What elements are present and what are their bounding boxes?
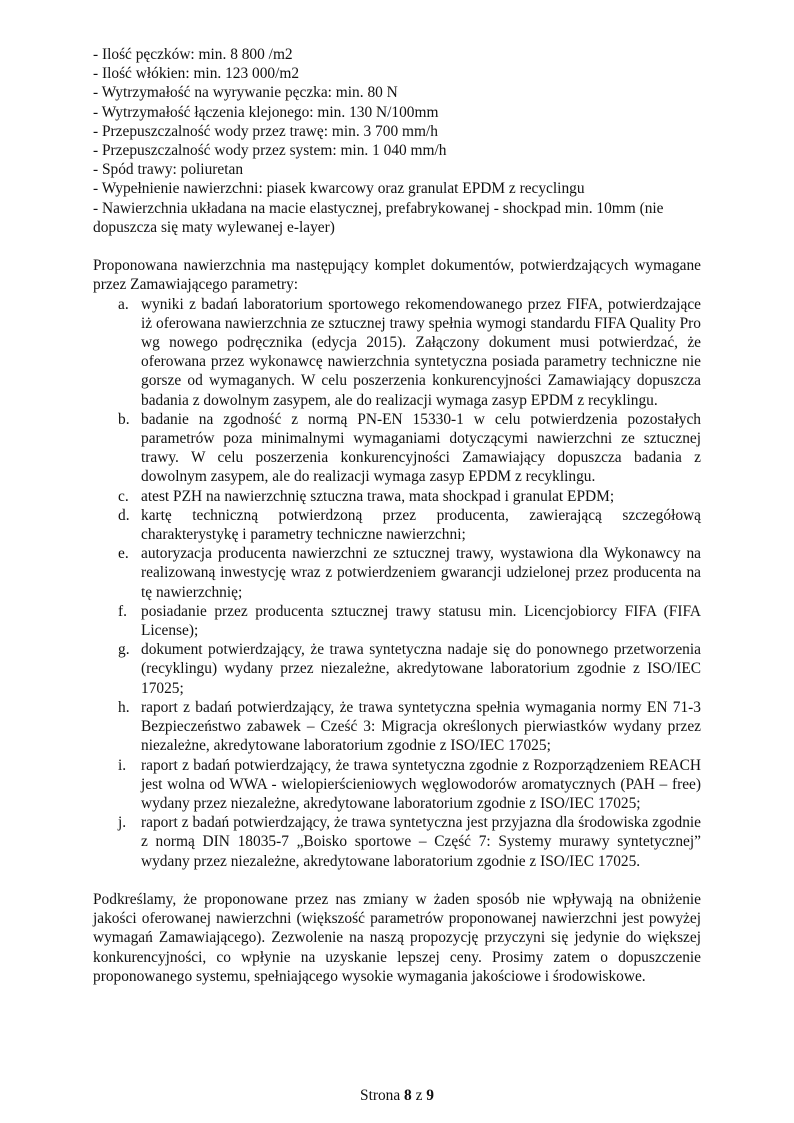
document-item-text: autoryzacja producenta nawierzchni ze sztucznej trawy, wystawiona dla Wykonawcy na realizowaną inwestycję wraz z potwierdzeniem gwarancji udzielonej przez producenta na tę nawierzchnię; bbox=[141, 545, 701, 601]
list-marker: d. bbox=[118, 506, 130, 524]
spec-item: - Ilość pęczków: min. 8 800 /m2 bbox=[93, 46, 293, 63]
document-item-text: wyniki z badań laboratorium sportowego rekomendowanego przez FIFA, potwierdzające iż oferowana nawierzchnia ze sztucznej trawy spełnia wymogi standardu FIFA Quality Pro wg nowego podręcznika (edycja 2015). Załączony dokument musi potwierdzać, że oferowana przez wykonawcę nawierzchnia syntetyczna posiada parametry techniczne nie gorsze od wymaganych. W celu poszerzenia konkurencyjności Zamawiający dopuszcza badania z dowolnym zasypem, ale do realizacji wymaga zasyp EPDM z recyklingu. bbox=[141, 295, 701, 409]
list-marker: e. bbox=[118, 545, 129, 563]
spacer bbox=[93, 237, 701, 256]
document-item bbox=[93, 640, 701, 698]
document-item bbox=[93, 295, 701, 410]
document-item-text: badanie na zgodność z normą PN-EN 15330-1 w celu potwierdzenia pozostałych parametrów poza minimalnymi wymaganiami dotyczącymi nawierzchni ze sztucznej trawy. W celu poszerzenia konkurencyjności Zamawiający dopuszcza badania z dowolnym zasypem, ale do realizacji wymaga zasyp EPDM z recyklingu. bbox=[141, 410, 701, 486]
list-marker: a. bbox=[118, 295, 129, 313]
page-footer bbox=[0, 1086, 794, 1105]
spec-item: - Przepuszczalność wody przez trawę: min. 3 700 mm/h bbox=[93, 122, 438, 140]
document-item-text: atest PZH na nawierzchnię sztuczna trawa, mata shockpad i granulat EPDM; bbox=[141, 487, 615, 505]
spec-item: - Wytrzymałość łączenia klejonego: min. 130 N/100mm bbox=[93, 103, 439, 121]
page-separator: z bbox=[411, 1087, 427, 1104]
spacer bbox=[93, 871, 701, 890]
closing-paragraph: Podkreślamy, że proponowane przez nas zmiany w żaden sposób nie wpływają na obniżenie jakości oferowanej nawierzchni (większość parametrów proponowanej nawierzchni jest powyżej wymagań Zamawiającego). Zezwolenie na naszą propozycję przyczyni się jedynie do większej konkurencyjności, co wpłynie na uzyskanie lepszej ceny. Prosimy zatem o dopuszczenie proponowanego systemu, spełniającego wysokie wymagania jakościowe i środowiskowe. bbox=[93, 890, 701, 985]
list-marker: b. bbox=[118, 410, 130, 428]
document-item-text: kartę techniczną potwierdzoną przez producenta, zawierającą szczegółową charakterystykę i parametry techniczne nawierzchni; bbox=[141, 506, 701, 544]
page-label: Strona bbox=[360, 1087, 405, 1104]
spec-item: - Wytrzymałość na wyrywanie pęczka: min. 80 N bbox=[93, 84, 398, 102]
document-item bbox=[93, 506, 701, 544]
list-marker: g. bbox=[118, 641, 130, 659]
document-item bbox=[93, 698, 701, 756]
document-page bbox=[93, 45, 701, 986]
current-page-number: 8 bbox=[404, 1087, 412, 1104]
document-item-text: posiadanie przez producenta sztucznej trawy statusu min. Licencjobiorcy FIFA (FIFA License); bbox=[141, 602, 701, 640]
documents-list bbox=[93, 295, 701, 871]
document-item bbox=[93, 410, 701, 487]
spec-item: - Przepuszczalność wody przez system: min. 1 040 mm/h bbox=[93, 142, 447, 160]
spec-item: - Wypełnienie nawierzchni: piasek kwarcowy oraz granulat EPDM z recyclingu bbox=[93, 180, 585, 198]
document-item bbox=[93, 813, 701, 871]
list-marker: i. bbox=[118, 756, 127, 774]
specification-list bbox=[93, 45, 701, 237]
documents-intro: Proponowana nawierzchnia ma następujący komplet dokumentów, potwierdzających wymagane przez Zamawiającego parametry: bbox=[93, 257, 701, 294]
document-item-text: raport z badań potwierdzający, że trawa syntetyczna spełnia wymagania normy EN 71-3 Bezpieczeństwo zabawek – Cześć 3: Migracja określonych pierwiastków wydany przez niezależne, akredytowane laboratorium zgodnie z ISO/IEC 17025; bbox=[141, 698, 701, 755]
document-item bbox=[93, 602, 701, 640]
document-item-text: dokument potwierdzający, że trawa syntetyczna nadaje się do ponownego przetworzenia (recyklingu) wydany przez niezależne, akredytowane laboratorium zgodnie z ISO/IEC 17025; bbox=[141, 641, 701, 697]
spec-item: - Spód trawy: poliuretan bbox=[93, 161, 244, 179]
document-item bbox=[93, 487, 701, 506]
document-item-text: raport z badań potwierdzający, że trawa syntetyczna jest przyjazna dla środowiska zgodnie z normą DIN 18035-7 „Boisko sportowe – Część 7: Systemy murawy syntetycznej” wydany przez niezależne, akredytowane laboratorium zgodnie z ISO/IEC 17025. bbox=[141, 814, 701, 870]
list-marker: h. bbox=[118, 698, 130, 716]
total-pages-number: 9 bbox=[426, 1087, 434, 1104]
spec-item: - Ilość włókien: min. 123 000/m2 bbox=[93, 65, 300, 83]
list-marker: f. bbox=[118, 602, 127, 620]
document-item bbox=[93, 544, 701, 602]
document-item bbox=[93, 756, 701, 814]
list-marker: j. bbox=[118, 814, 127, 832]
document-item-text: raport z badań potwierdzający, że trawa syntetyczna zgodnie z Rozporządzeniem REACH jest wolna od WWA - wielopierścieniowych węglowodorów aromatycznych (PAH – free) wydany przez niezależne, akredytowane laboratorium zgodnie z ISO/IEC 17025; bbox=[141, 756, 701, 812]
list-marker: c. bbox=[118, 487, 129, 505]
spec-item: - Nawierzchnia układana na macie elastycznej, prefabrykowanej - shockpad min. 10mm (nie dopuszcza się maty wylewanej e-layer) bbox=[93, 199, 664, 236]
